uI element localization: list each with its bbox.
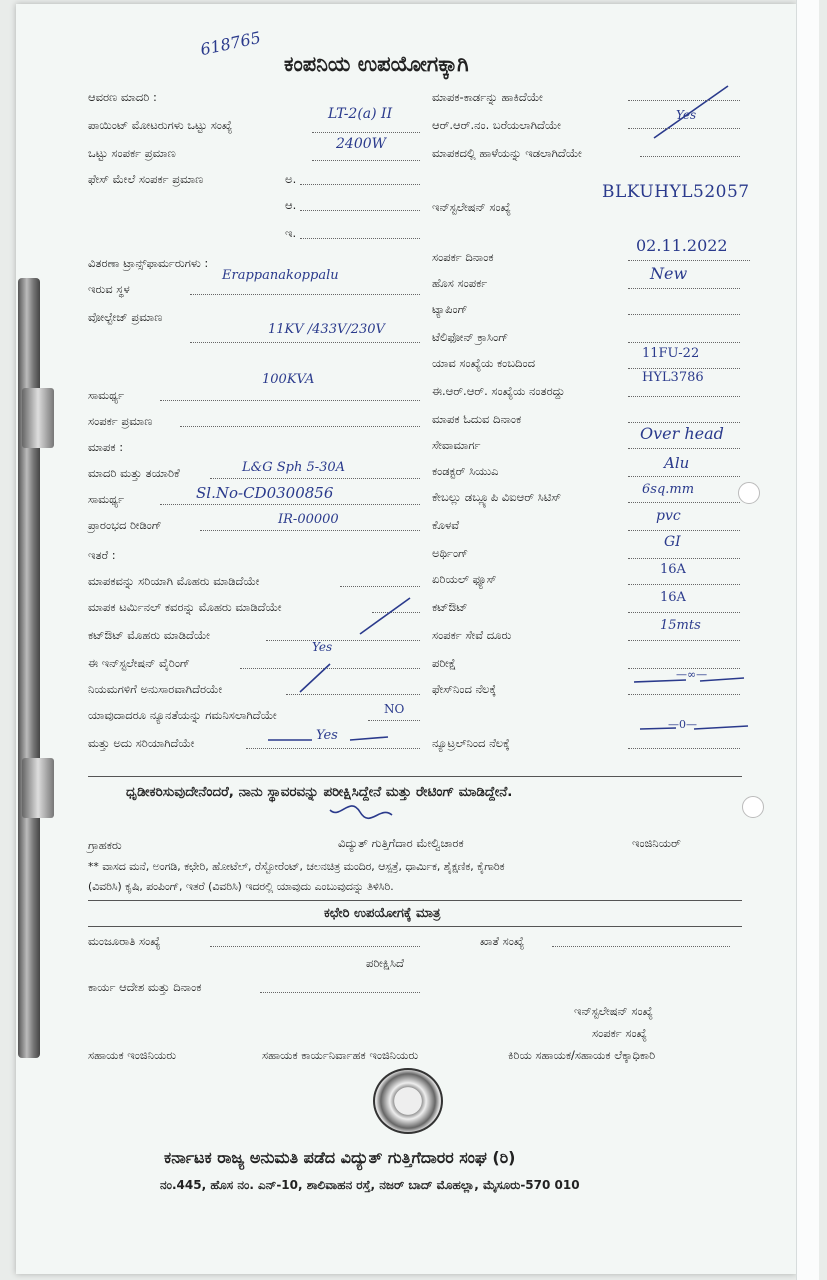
association-name: ಕರ್ನಾಟಕ ರಾಜ್ಯ ಅನುಮತಿ ಪಡೆದ ವಿದ್ಯುತ್ ಗುತ್ತಿಗೆದಾರರ ಸಂಘ (ರಿ): [164, 1148, 516, 1167]
points-label: ಪಾಯಿಂಟ್ ಮೋಟರುಗಳು ಒಟ್ಟು ಸಂಖ್ಯೆ: [88, 118, 233, 132]
location-value: Erappanakoppalu: [222, 268, 339, 283]
initial-reading-label: ಪ್ರಾರಂಭದ ರೀಡಿಂಗ್: [88, 518, 162, 532]
installation-number-label: ಇನ್‌ಸ್ಟಲೇಷನ್ ಸಂಖ್ಯೆ: [432, 200, 511, 214]
office-installation-number-label: ಇನ್‌ಸ್ಟಲೇಷನ್ ಸಂಖ್ಯೆ: [574, 1004, 653, 1018]
model-value: L&G Sph 5-30A: [242, 460, 346, 475]
conduit-label: ಕೊಳವೆ: [432, 518, 460, 532]
points-value: LT-2(a) II: [328, 106, 393, 122]
conduit-value: pvc: [656, 508, 681, 524]
service-distance-value: 15mts: [660, 618, 701, 633]
tapping-label: ಟ್ಯಾಪಿಂಗ್: [432, 302, 468, 316]
phase-load-label: ಫೇಸ್ ಮೇಲೆ ಸಂಪರ್ಕ ಪ್ರಮಾಣ: [88, 172, 204, 186]
work-order-label: ಕಾರ್ಯ ಆದೇಶ ಮತ್ತು ದಿನಾಂಕ: [88, 980, 202, 994]
conductor-label: ಕಂಡಕ್ಟರ್ ಸಿಯುಎ: [432, 464, 499, 478]
rr-number-value: Yes: [676, 108, 697, 122]
dist-transformer-label: ವಿತರಣಾ ಟ್ರಾನ್ಸ್‌ಫಾರ್ಮರುಗಳು :: [88, 256, 209, 270]
serial-value: Sl.No-CD0300856: [196, 484, 334, 502]
model-label: ಮಾದರಿ ಮತ್ತು ತಯಾರಿಕೆ: [88, 466, 180, 480]
defects-value: NO: [384, 702, 405, 716]
contractor-label: ವಿದ್ಯುತ್ ಗುತ್ತಿಗೆದಾರ ಮೇಲ್ವಿಚಾರಕ: [338, 836, 464, 850]
defects-label: ಯಾವುದಾದರೂ ನ್ಯೂನತೆಯನ್ನು ಗಮನಿಸಲಾಗಿದೆಯೇ: [88, 708, 277, 722]
wiring-value: Yes: [312, 640, 333, 654]
pole-number-value: 11FU-22: [642, 346, 700, 361]
installation-number-value: BLKUHYL52057: [602, 182, 750, 202]
correct-value: Yes: [316, 728, 338, 743]
office-connection-number-label: ಸಂಪರ್ಕ ಸಂಖ್ಯೆ: [592, 1026, 647, 1040]
assistant-executive-engineer-label: ಸಹಾಯಕ ಕಾರ್ಯನಿರ್ವಾಹಕ ಇಂಜಿನಿಯರು: [262, 1048, 419, 1062]
initial-reading-value: IR-00000: [278, 512, 339, 527]
connection-date-value: 02.11.2022: [636, 236, 728, 255]
reference-number: 618765: [198, 27, 263, 60]
phase-a-label: ಅ.: [285, 172, 297, 186]
declaration-text: ಧೃಡೀಕರಿಸುವುದೇನೆಂದರೆ, ನಾನು ಸ್ಥಾವರವನ್ನು ಪರೀಕ್ಷಿಸಿದ್ದೇನೆ ಮತ್ತು ರೇಟಿಂಗ್ ಮಾಡಿದ್ದೇನೆ.: [126, 784, 513, 800]
location-label: ಇರುವ ಸ್ಥಳ: [88, 282, 130, 296]
phase-to-earth-value: —∞—: [676, 668, 708, 681]
new-connection-label: ಹೊಸ ಸಂಪರ್ಕ: [432, 276, 488, 290]
engineer-label: ಇಂಜಿನಿಯರ್: [632, 836, 681, 850]
test-label: ಪರೀಕ್ಷೆ: [432, 656, 457, 670]
others-label: ಇತರೆ :: [88, 548, 116, 562]
service-route-label: ಸೇವಾಮಾರ್ಗ: [432, 438, 481, 452]
meter-sealed-label: ಮಾಪಕವನ್ನು ಸರಿಯಾಗಿ ಮೊಹರು ಮಾಡಿದೆಯೇ: [88, 574, 260, 588]
voltage-label: ವೋಲ್ಟೇಜ್ ಪ್ರಮಾಣ: [88, 310, 163, 324]
phase-b-label: ಆ.: [285, 198, 297, 212]
voltage-value: 11KV /433V/230V: [268, 322, 385, 337]
divider: [88, 926, 742, 927]
checked-label: ಪರೀಕ್ಷಿಸಿದೆ: [366, 956, 404, 970]
conductor-value: Alu: [664, 454, 690, 472]
divider: [88, 776, 742, 777]
after-rr-value: HYL3786: [642, 370, 704, 385]
phase-to-earth-label: ಫೇಸ್‌ನಿಂದ ನೆಲಕ್ಕೆ: [432, 682, 497, 696]
correct-label: ಮತ್ತು ಅದು ಸರಿಯಾಗಿದೆಯೇ: [88, 736, 195, 750]
service-route-value: Over head: [640, 424, 724, 443]
aerial-fuse-value: 16A: [660, 562, 686, 577]
category-note-line1: ** ವಾಸದ ಮನೆ, ಅಂಗಡಿ, ಕಛೇರಿ, ಹೋಟೆಲ್, ರೆಸ್ಟೋರೆಂಟ್, ಚಲನಚಿತ್ರ ಮಂದಿರ, ಆಸ್ಪತ್ರೆ, ಧಾರ್ಮಿಕ, ಶೈಕ್ಷಣಿಕ, ಕೈಗಾರಿಕ: [88, 860, 505, 873]
telephone-crossing-label: ಟೆಲಿಫೋನ್ ಕ್ರಾಸಿಂಗ್: [432, 330, 509, 344]
form-heading: ಕಂಪನಿಯ ಉಪಯೋಗಕ್ಕಾಗಿ: [284, 52, 469, 76]
junior-assistant-label: ಕಿರಿಯ ಸಹಾಯಕ/ಸಹಾಯಕ ಲೆಕ್ಕಾಧಿಕಾರಿ: [508, 1048, 656, 1062]
after-rr-label: ಈ.ಆರ್.ಆರ್. ಸಂಖ್ಯೆಯ ನಂತರದ್ದು: [432, 384, 565, 398]
category-note-line2: (ವಿವರಿಸಿ) ಕೃಷಿ, ಪಂಪಿಂಗ್, ಇತರೆ (ವಿವರಿಸಿ) ಇದರಲ್ಲಿ ಯಾವುದು ಎಂಬುವುದನ್ನು ತಿಳಿಸಿರಿ.: [88, 880, 394, 893]
new-connection-value: New: [650, 264, 688, 283]
meter-card-label: ಮಾಪಕ-ಕಾರ್ಡನ್ನು ಹಾಕಿದೆಯೇ: [432, 90, 543, 104]
assistant-engineer-label: ಸಹಾಯಕ ಇಂಜಿನಿಯರು: [88, 1048, 177, 1062]
account-number-label: ಖಾತೆ ಸಂಖ್ಯೆ: [480, 934, 525, 948]
connected-load-label: ಸಂಪರ್ಕ ಪ್ರಮಾಣ: [88, 414, 153, 428]
association-seal: [373, 1068, 443, 1134]
total-load-value: 2400W: [336, 136, 387, 152]
capacity-label: ಸಾಮರ್ಥ್ಯ: [88, 388, 125, 402]
capacity-value: 100KVA: [262, 372, 315, 387]
aerial-fuse-label: ಏರಿಯಲ್ ಫ್ಯೂಸ್: [432, 572, 497, 586]
pole-number-label: ಯಾವ ಸಂಖ್ಯೆಯ ಕಂಬದಿಂದ: [432, 356, 536, 370]
earthing-value: GI: [664, 534, 681, 550]
meter-reading-date-label: ಮಾಪಕ ಓದುವ ದಿನಾಂಕ: [432, 412, 522, 426]
service-distance-label: ಸಂಪರ್ಕ ಸೇವೆ ದೂರು: [432, 628, 512, 642]
office-use-heading: ಕಛೇರಿ ಉಪಯೋಗಕ್ಕೆ ಮಾತ್ರ: [324, 906, 441, 921]
terminal-sealed-label: ಮಾಪಕ ಟರ್ಮಿನಲ್ ಕವರನ್ನು ಮೊಹರು ಮಾಡಿದೆಯೇ: [88, 600, 282, 614]
earthing-label: ಅರ್ಥಿಂಗ್: [432, 546, 469, 560]
serial-label: ಸಾಮರ್ಥ್ಯ: [88, 492, 125, 506]
total-load-label: ಒಟ್ಟು ಸಂಪರ್ಕ ಪ್ರಮಾಣ: [88, 146, 176, 160]
phase-c-label: ಇ.: [285, 226, 297, 240]
rules-compliance-label: ನಿಯಮಗಳಿಗೆ ಅನುಸಾರವಾಗಿದೆರಯೇ: [88, 682, 223, 696]
neutral-to-earth-label: ನ್ಯೂಟ್ರಲ್‌ನಿಂದ ನೆಲಕ್ಕೆ: [432, 736, 510, 750]
consumer-label: ಗ್ರಾಹಕರು: [88, 838, 122, 852]
enclosure-type-label: ಆವರಣ ಮಾದರಿ :: [88, 90, 157, 104]
sanction-number-label: ಮಂಜೂರಾತಿ ಸಂಖ್ಯೆ: [88, 934, 161, 948]
neutral-to-earth-value: —0—: [668, 718, 697, 731]
rr-number-label: ಆರ್.ಆರ್.ನಂ. ಬರೆಯಲಾಗಿದೆಯೇ: [432, 118, 561, 132]
cutout-label: ಕಟ್‌ಔಟ್: [432, 600, 468, 614]
meter-label: ಮಾಪಕ :: [88, 440, 124, 454]
association-address: ನಂ.445, ಹೊಸ ನಂ. ಎನ್-10, ಶಾಲಿವಾಹನ ರಸ್ತೆ, ನಜರ್ ಬಾದ್ ಮೊಹಲ್ಲಾ, ಮೈಸೂರು-570 010: [160, 1178, 580, 1192]
cable-value: 6sq.mm: [642, 482, 695, 497]
connection-date-label: ಸಂಪರ್ಕ ದಿನಾಂಕ: [432, 250, 494, 264]
cutout-value: 16A: [660, 590, 686, 605]
cutout-sealed-label: ಕಟ್‌ಔಟ್ ಮೊಹರು ಮಾಡಿದೆಯೇ: [88, 628, 210, 642]
meter-sheet-label: ಮಾಪಕದಲ್ಲಿ ಹಾಳೆಯನ್ನು ಇಡಲಾಗಿದೆಯೇ: [432, 146, 582, 160]
divider: [88, 900, 742, 901]
cable-label: ಕೇಬಲ್ಲು ಡಬ್ಲ್ಯೂಪಿ ವಿಐಆರ್ ಸಿಟಿಸ್: [432, 490, 562, 504]
wiring-label: ಈ ಇನ್‌ಸ್ಟಲೇಷನ್ ವೈರಿಂಗ್: [88, 656, 190, 670]
